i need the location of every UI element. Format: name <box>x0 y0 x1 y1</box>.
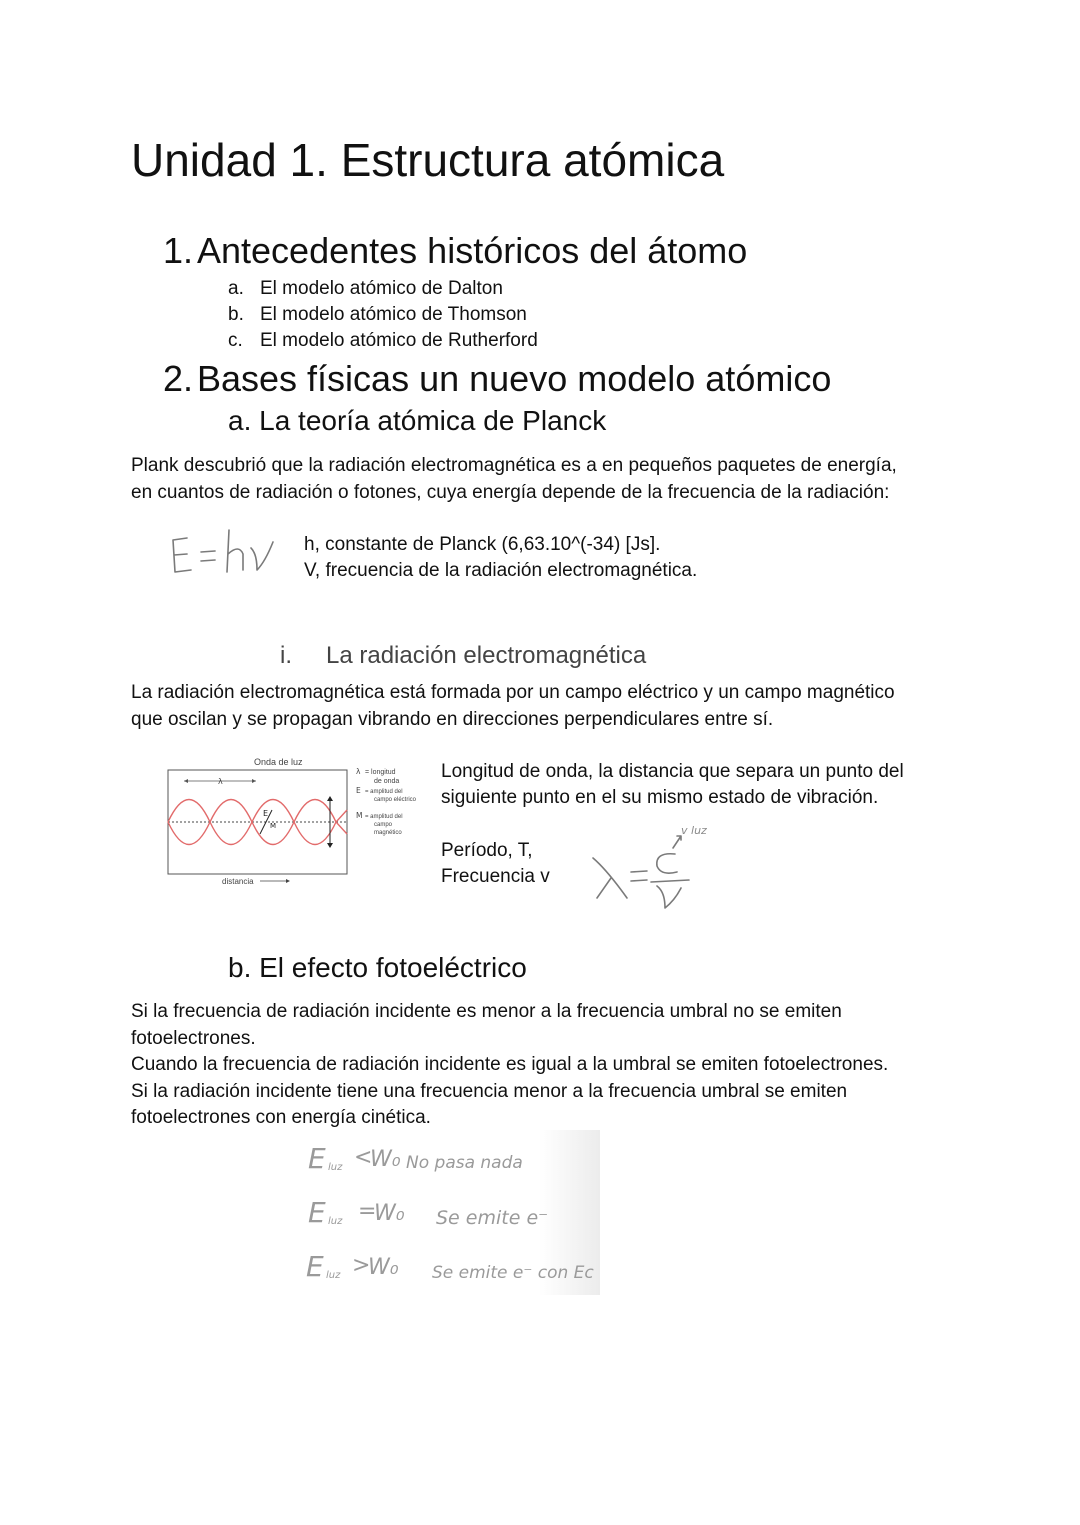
note-rel: < <box>354 1145 373 1170</box>
legend-text: de onda <box>374 778 400 785</box>
legend-text: = longitud <box>365 769 396 776</box>
frequency-label: Frecuencia v <box>441 866 550 887</box>
legend-text: campo <box>374 822 393 828</box>
planck-paragraph <box>131 453 971 506</box>
period-frequency-labels <box>441 838 550 890</box>
legend-text: magnético <box>374 830 402 836</box>
wavelength-line: Longitud de onda, la distancia que separa un punto del <box>441 761 904 782</box>
legend-symbol: λ <box>356 767 361 776</box>
section-1-title: Antecedentes históricos del átomo <box>197 230 748 271</box>
note-result: No pasa nada <box>406 1153 523 1173</box>
section-2-number: 2. <box>163 358 194 399</box>
formula-annotation: v luz <box>681 824 707 837</box>
paragraph-line: Si la radiación incidente tiene una frecuencia menor a la frecuencia umbral se emiten <box>131 1080 848 1102</box>
list-item <box>228 328 538 354</box>
lambda-label: λ <box>218 777 223 786</box>
light-wave-figure <box>162 752 432 892</box>
subsection-i-heading <box>280 641 646 671</box>
handwritten-notes-image <box>296 1130 600 1295</box>
list-item-marker: a. <box>228 278 244 299</box>
planck-formula-handwritten <box>165 526 285 582</box>
note-rel: = <box>358 1199 377 1224</box>
section-2-heading <box>163 358 831 400</box>
paragraph-line: fotoelectrones con energía cinética. <box>131 1107 431 1128</box>
note-rel: > <box>352 1253 371 1278</box>
list-item-marker: c. <box>228 330 243 351</box>
note-result: Se emite e⁻ <box>436 1207 549 1229</box>
planck-notes <box>304 532 697 584</box>
list-item <box>228 276 503 302</box>
planck-note-v: V, frecuencia de la radiación electromagnética. <box>304 560 698 581</box>
note-rhs: W₀ <box>368 1255 399 1280</box>
planck-note-h: h, constante de Planck (6,63.10^(-34) [Js]. <box>304 534 661 555</box>
paragraph-line: Si la frecuencia de radiación incidente es menor a la frecuencia umbral no se emiten <box>131 1001 842 1022</box>
note-rhs: W₀ <box>374 1201 405 1226</box>
period-label: Período, T, <box>441 840 533 861</box>
note-lhs: E <box>306 1250 324 1283</box>
legend-text: campo eléctrico <box>374 797 417 803</box>
section-1-heading <box>163 230 747 272</box>
subsection-a-title: a. La teoría atómica de Planck <box>228 405 607 436</box>
photoelectric-paragraph <box>131 999 971 1132</box>
section-2-title: Bases físicas un nuevo modelo atómico <box>197 358 832 399</box>
paragraph-line: La radiación electromagnética está formada por un campo eléctrico y un campo magnético <box>131 682 895 703</box>
x-axis-arrowhead <box>286 879 290 883</box>
note-lhs: E <box>308 1196 326 1229</box>
figure-title: Onda de luz <box>254 757 303 767</box>
x-axis-label: distancia <box>222 877 254 886</box>
note-sub: luz <box>326 1270 341 1281</box>
field-label-e: E <box>263 809 269 818</box>
radiation-paragraph <box>131 680 971 733</box>
paragraph-line: Plank descubrió que la radiación electromagnética es a en pequeños paquetes de energía, <box>131 455 897 476</box>
paragraph-line: que oscilan y se propagan vibrando en direcciones perpendiculares entre sí. <box>131 708 774 730</box>
legend-symbol: E <box>356 786 361 795</box>
subsection-i-marker: i. <box>280 642 292 669</box>
note-sub: luz <box>328 1216 343 1227</box>
paragraph-line: fotoelectrones. <box>131 1027 256 1049</box>
legend-text: = amplitud del <box>365 814 403 820</box>
list-item <box>228 302 527 328</box>
section-1-number: 1. <box>163 230 194 271</box>
wavelength-formula-handwritten <box>585 818 720 914</box>
subsection-b-title: b. El efecto fotoeléctrico <box>228 952 527 983</box>
wavelength-line: siguiente punto en el su mismo estado de vibración. <box>441 787 879 808</box>
wavelength-description <box>441 759 904 811</box>
paragraph-line: Cuando la frecuencia de radiación incidente es igual a la umbral se emiten fotoelectrones. <box>131 1054 889 1075</box>
subsection-i-title: La radiación electromagnética <box>326 642 647 669</box>
list-item-text: El modelo atómico de Dalton <box>260 278 503 299</box>
legend-symbol: M <box>356 811 363 820</box>
list-item-text: El modelo atómico de Rutherford <box>260 330 538 351</box>
legend-text: = amplitud del <box>365 789 403 795</box>
list-item-text: El modelo atómico de Thomson <box>260 304 527 325</box>
list-item-marker: b. <box>228 304 244 325</box>
note-sub: luz <box>328 1162 343 1173</box>
field-label-m: M <box>270 822 277 830</box>
note-rhs: W₀ <box>370 1147 401 1172</box>
page-title: Unidad 1. Estructura atómica <box>131 134 725 186</box>
note-result: Se emite e⁻ con Ec <box>432 1263 594 1283</box>
paragraph-line: en cuantos de radiación o fotones, cuya energía depende de la frecuencia de la radiación: <box>131 481 890 503</box>
note-lhs: E <box>308 1142 326 1175</box>
